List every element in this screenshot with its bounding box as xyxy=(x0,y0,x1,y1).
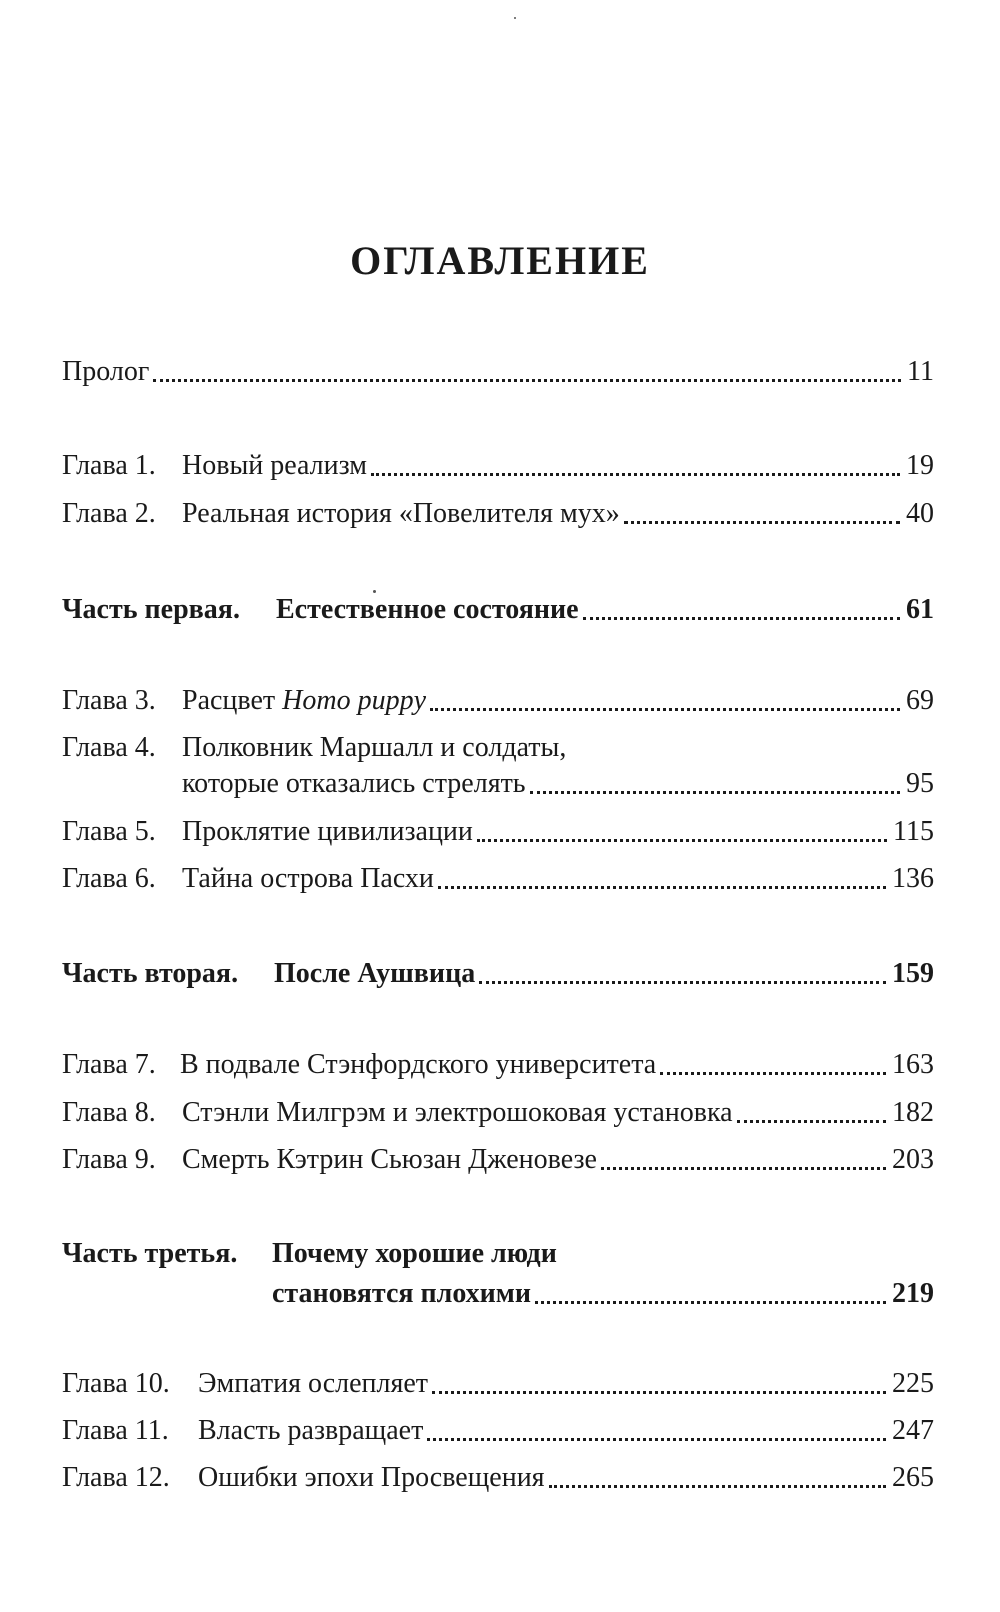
toc-entry-chapter-9[interactable] xyxy=(62,1142,934,1178)
toc-entry-chapter-4-line2[interactable] xyxy=(62,766,934,802)
toc-entry-prologue[interactable] xyxy=(62,354,934,390)
page-number: 182 xyxy=(892,1097,934,1128)
entry-title: Стэнли Милгрэм и электрошоковая установка xyxy=(182,1097,733,1128)
part-label: Часть вторая. xyxy=(62,958,239,989)
chapter-label: Глава 12. xyxy=(62,1462,170,1493)
entry-title-line2: которые отказались стрелять xyxy=(182,768,526,799)
chapter-label: Глава 6. xyxy=(62,863,156,894)
toc-entry-chapter-4-line1[interactable] xyxy=(62,730,566,766)
toc-entry-part-3-line2[interactable] xyxy=(62,1276,934,1312)
part-label: Часть третья. xyxy=(62,1238,238,1269)
dot-leader xyxy=(583,600,900,620)
entry-title-line2: становятся плохими xyxy=(272,1278,532,1309)
entry-title: Пролог xyxy=(62,356,150,387)
toc-entry-chapter-2[interactable] xyxy=(62,496,934,532)
entry-title: Естественное состояние xyxy=(276,594,579,625)
entry-title: Проклятие цивилизации xyxy=(182,816,473,847)
entry-title-line1: Полковник Маршалл и солдаты, xyxy=(182,732,567,763)
dot-leader xyxy=(601,1150,886,1170)
page-number: 219 xyxy=(892,1278,934,1309)
entry-title: Власть развращает xyxy=(198,1415,424,1446)
page-number: 61 xyxy=(906,594,934,625)
page-number: 115 xyxy=(893,816,934,847)
dot-leader xyxy=(549,1468,886,1488)
entry-title-prefix: Расцвет xyxy=(182,685,283,716)
page-number: 95 xyxy=(906,768,934,799)
entry-title: После Аушвица xyxy=(274,958,476,989)
chapter-label: Глава 1. xyxy=(62,450,156,481)
page-number: 225 xyxy=(892,1368,934,1399)
toc-entry-chapter-7[interactable] xyxy=(62,1047,934,1083)
page-number: 136 xyxy=(892,863,934,894)
page-number: 163 xyxy=(892,1049,934,1080)
toc-entry-chapter-8[interactable] xyxy=(62,1095,934,1131)
chapter-label: Глава 11. xyxy=(62,1415,169,1446)
toc-entry-chapter-1[interactable] xyxy=(62,448,934,484)
entry-title-italic: Homo puppy xyxy=(282,685,427,716)
entry-title xyxy=(182,683,426,719)
entry-title-line1: Почему хорошие люди xyxy=(272,1238,557,1269)
toc-entry-part-3-line1[interactable] xyxy=(62,1236,557,1272)
chapter-label: Глава 5. xyxy=(62,816,156,847)
page-number: 69 xyxy=(906,685,934,716)
page-number: 247 xyxy=(892,1415,934,1446)
dot-leader xyxy=(430,691,900,711)
toc-entry-chapter-5[interactable] xyxy=(62,814,934,850)
dot-leader xyxy=(660,1055,886,1075)
chapter-label: Глава 10. xyxy=(62,1368,170,1399)
chapter-label: Глава 7. xyxy=(62,1049,156,1080)
dot-leader xyxy=(479,964,886,984)
chapter-label: Глава 3. xyxy=(62,685,156,716)
toc-entry-chapter-3[interactable] xyxy=(62,683,934,719)
dot-leader xyxy=(737,1103,886,1123)
entry-title: Эмпатия ослепляет xyxy=(198,1368,429,1399)
page-number: 265 xyxy=(892,1462,934,1493)
dot-leader xyxy=(624,504,900,524)
dot-leader xyxy=(535,1284,886,1304)
toc-entry-part-2[interactable] xyxy=(62,956,934,992)
toc-entry-chapter-10[interactable] xyxy=(62,1366,934,1402)
part-label: Часть первая. xyxy=(62,594,240,625)
chapter-label: Глава 2. xyxy=(62,498,156,529)
dot-leader xyxy=(371,456,900,476)
page-number: 19 xyxy=(906,450,934,481)
entry-title: Ошибки эпохи Просвещения xyxy=(198,1462,545,1493)
dot-leader xyxy=(477,822,887,842)
entry-title: Реальная история «Повелителя мух» xyxy=(182,498,620,529)
page-number: 159 xyxy=(892,958,934,989)
page-title: ОГЛАВЛЕНИЕ xyxy=(350,238,650,283)
entry-title: Новый реализм xyxy=(182,450,368,481)
page-number: 11 xyxy=(907,356,934,387)
entry-title: Смерть Кэтрин Сьюзан Дженовезе xyxy=(182,1144,597,1175)
dot-leader xyxy=(432,1374,886,1394)
dot-leader xyxy=(438,869,886,889)
chapter-label: Глава 8. xyxy=(62,1097,156,1128)
dot-leader xyxy=(530,774,900,794)
toc-entry-chapter-12[interactable] xyxy=(62,1460,934,1496)
toc-entry-part-1[interactable] xyxy=(62,592,934,628)
chapter-label: Глава 9. xyxy=(62,1144,156,1175)
dot-leader xyxy=(427,1421,886,1441)
entry-title: Тайна острова Пасхи xyxy=(182,863,434,894)
entry-title: В подвале Стэнфордского университета xyxy=(180,1049,657,1080)
toc-entry-chapter-6[interactable] xyxy=(62,861,934,897)
toc-entry-chapter-11[interactable] xyxy=(62,1413,934,1449)
chapter-label: Глава 4. xyxy=(62,732,156,763)
page-number: 203 xyxy=(892,1144,934,1175)
dot-leader xyxy=(153,362,901,382)
page-number: 40 xyxy=(906,498,934,529)
